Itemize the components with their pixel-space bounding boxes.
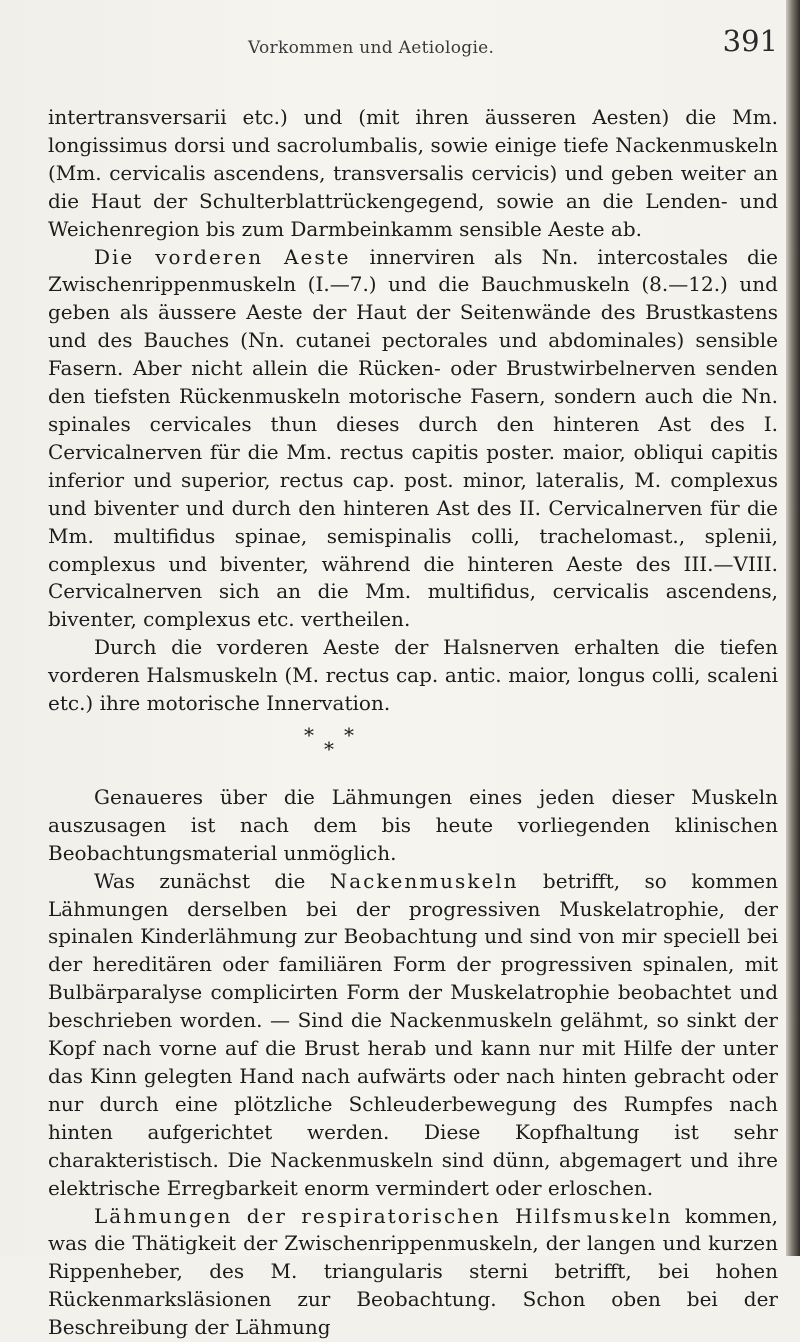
paragraph-genaueres	[48, 784, 778, 868]
page-number: 391	[722, 24, 778, 58]
page-header	[48, 22, 778, 62]
section-divider	[48, 718, 778, 761]
paragraph-text: betrifft, so kommen Lähmungen derselben bei der progressiven Muskelatrophie, der spinalen Kinderlähmung zur Beobachtung und sind von mir speciell bei der hereditären oder familiären Form der progressiven spinalen, mit Bulbärparalyse complicirten Form der Muskelatrophie beobachtet und beschrieben worden. — Sind die Nackenmuskeln gelähmt, so sinkt der Kopf nach vorne auf die Brust herab und kann nur mit Hilfe der unter das Kinn gelegten Hand nach aufwärts oder nach hinten gebracht oder nur durch eine plötzliche Schleuderbewegung des Rumpfes nach hinten aufgerichtet werden. Diese Kopfhaltung ist sehr charakteristisch. Die Nackenmuskeln sind dünn, abgemagert und ihre elektrische Erregbarkeit enorm vermindert oder erloschen.	[48, 868, 779, 1200]
paragraph-vordere-aeste	[48, 244, 778, 635]
paragraph-halsnerven	[48, 634, 778, 718]
emphasis-text: Nackenmuskeln	[329, 868, 519, 893]
spacer	[48, 758, 778, 784]
body-text	[48, 104, 778, 1342]
paragraph-respiratorische	[48, 1203, 778, 1342]
paragraph-text: Genaueres über die Lähmungen eines jeden dieser Muskeln auszusagen ist nach dem bis heute vorliegenden klinischen Beobachtungsmaterial unmöglich.	[48, 784, 778, 865]
emphasis-text: Die vorderen Aeste	[94, 244, 351, 269]
paragraph-text: der Halsnerven erhalten die tiefen vorderen Halsmuskeln (M. rectus cap. antic. maior, longus colli, scaleni etc.) ihre motorische Innervation.	[48, 635, 778, 716]
paragraph-text: Durch die vorderen Aeste	[94, 635, 380, 660]
paragraph-nackenmuskeln	[48, 868, 778, 1203]
asterisk: *	[324, 736, 334, 761]
asterisk: *	[304, 722, 314, 747]
asterisk: *	[344, 722, 354, 747]
running-head: Vorkommen und Aetiologie.	[248, 38, 495, 58]
page-edge-shadow	[786, 0, 800, 1256]
paragraph-continuation	[48, 104, 778, 244]
paragraph-text: kommen, was die Thätigkeit der Zwischenrippenmuskeln, der langen und kurzen Rippenheber, des M. triangularis sterni betrifft, bei hohen Rückenmarksläsionen zur Beobachtung. Schon oben bei der Beschreibung der Lähmung	[48, 1203, 778, 1340]
paragraph-text: intertransversarii etc.) und (mit ihren äusseren Aesten) die Mm. longissimus dorsi und sacrolumbalis, sowie einige tiefe Nackenmuskeln (Mm. cervicalis ascendens, transversalis cervicis) und geben weiter an die Haut der Schulterblattrückengegend, sowie an die Lenden- und Weichenregion bis zum Darmbeinkamm sensible Aeste ab.	[48, 105, 778, 241]
emphasis-text: Lähmungen der respiratorischen Hilfsmuskeln	[94, 1203, 673, 1228]
paragraph-text: Was zunächst die	[94, 868, 330, 893]
paragraph-text: innerviren als Nn. intercostales die Zwischenrippenmuskeln (I.—7.) und die Bauchmuskeln (8.—12.) und geben als äussere Aeste der Haut der Seitenwände des Brustkastens und des Bauches (Nn. cutanei pectorales und abdominales) sensible Fasern. Aber nicht allein die Rücken- oder Brustwirbelnerven senden den tiefsten Rückenmuskeln motorische Fasern, sondern auch die Nn. spinales cervicales thun dieses durch den hinteren Ast des I. Cervicalnerven für die Mm. rectus capitis poster. maior, obliqui capitis inferior und superior, rectus cap. post. minor, lateralis, M. complexus und biventer und durch den hinteren Ast des II. Cervicalnerven für die Mm. multifidus spinae, semispinalis colli, trachelomast., splenii, complexus und biventer, während die hinteren Aeste des III.—VIII. Cervicalnerven sich an die Mm. multifidus, cervicalis ascendens, biventer, complexus etc. vertheilen.	[48, 244, 778, 632]
